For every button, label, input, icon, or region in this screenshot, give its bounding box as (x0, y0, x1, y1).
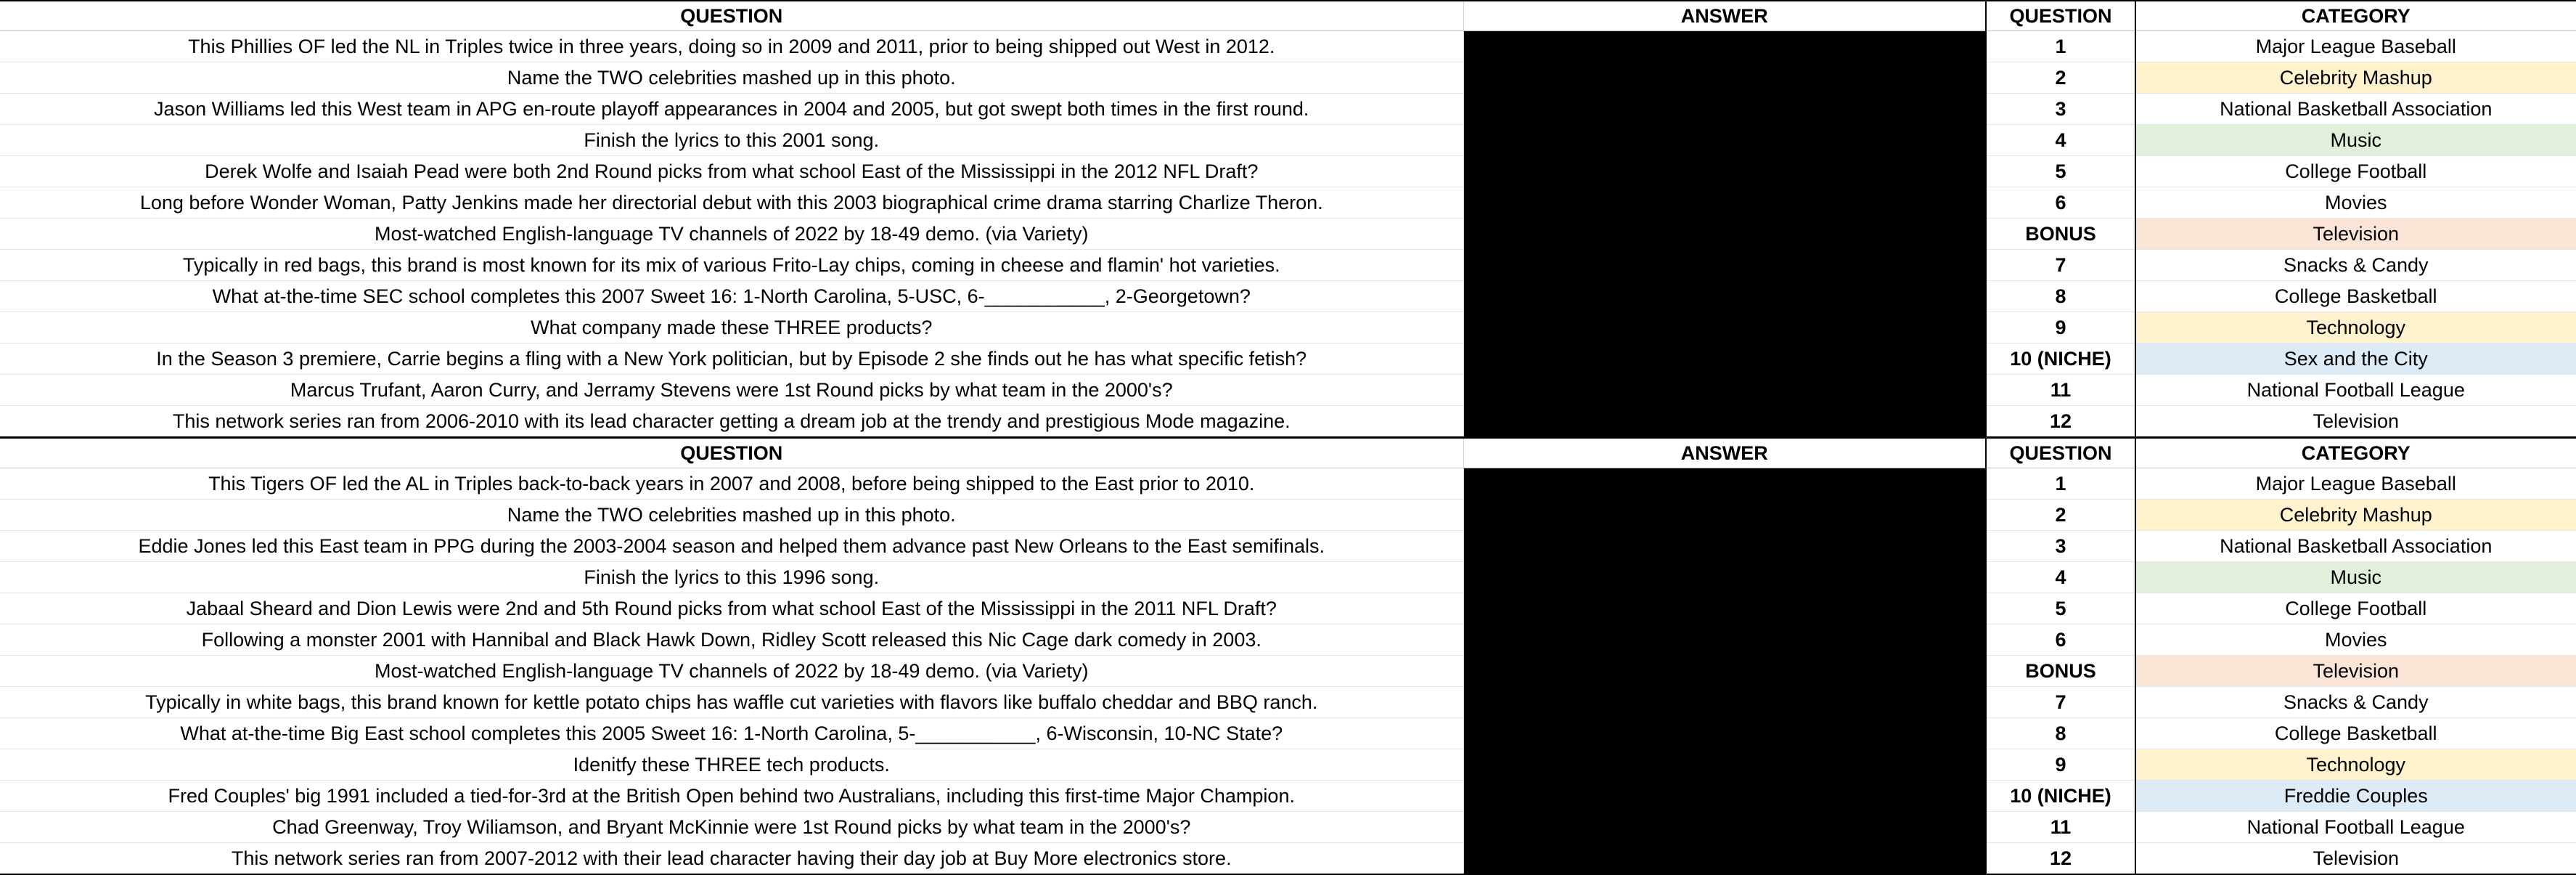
header-answer[interactable]: ANSWER (1463, 438, 1986, 468)
answer-cell-redacted[interactable] (1463, 812, 1986, 843)
answer-cell-redacted[interactable] (1463, 375, 1986, 406)
answer-cell-redacted[interactable] (1463, 687, 1986, 718)
question-cell[interactable]: Most-watched English-language TV channels of 2022 by 18-49 demo. (via Variety) (0, 656, 1463, 687)
question-row (0, 343, 2576, 375)
question-cell[interactable]: Jabaal Sheard and Dion Lewis were 2nd and 5th Round picks from what school East of the Mississippi in the 2011 NFL Draft? (0, 593, 1463, 624)
question-number-cell[interactable]: 7 (1986, 250, 2135, 281)
answer-cell-redacted[interactable] (1463, 312, 1986, 343)
question-row (0, 562, 2576, 593)
question-number-cell[interactable]: 3 (1986, 531, 2135, 562)
category-cell[interactable]: Television (2135, 219, 2576, 250)
header-question[interactable]: QUESTION (0, 1, 1463, 31)
question-row (0, 593, 2576, 624)
category-cell[interactable]: Freddie Couples (2135, 781, 2576, 812)
question-row (0, 312, 2576, 343)
question-row (0, 156, 2576, 187)
question-cell[interactable]: Following a monster 2001 with Hannibal and Black Hawk Down, Ridley Scott released this Nic Cage dark comedy in 2003. (0, 624, 1463, 656)
question-cell[interactable]: In the Season 3 premiere, Carrie begins a fling with a New York politician, but by Episode 2 she finds out he has what specific fetish? (0, 343, 1463, 375)
category-cell[interactable]: Major League Baseball (2135, 468, 2576, 500)
question-number-cell[interactable]: 2 (1986, 62, 2135, 94)
category-cell[interactable]: Television (2135, 406, 2576, 438)
question-number-cell[interactable]: 10 (NICHE) (1986, 343, 2135, 375)
question-row (0, 656, 2576, 687)
answer-cell-redacted[interactable] (1463, 468, 1986, 500)
question-row (0, 749, 2576, 781)
category-cell[interactable]: Celebrity Mashup (2135, 500, 2576, 531)
category-cell[interactable]: Music (2135, 562, 2576, 593)
answer-cell-redacted[interactable] (1463, 531, 1986, 562)
question-number-cell[interactable]: 4 (1986, 125, 2135, 156)
question-row (0, 187, 2576, 219)
question-row (0, 281, 2576, 312)
question-cell[interactable]: What at-the-time SEC school completes this 2007 Sweet 16: 1-North Carolina, 5-USC, 6-___________, 2-Georgetown? (0, 281, 1463, 312)
question-cell[interactable]: Finish the lyrics to this 1996 song. (0, 562, 1463, 593)
question-cell[interactable]: This Tigers OF led the AL in Triples back-to-back years in 2007 and 2008, before being shipped to the East prior to 2010. (0, 468, 1463, 500)
category-cell[interactable]: Television (2135, 656, 2576, 687)
question-cell[interactable]: Long before Wonder Woman, Patty Jenkins made her directorial debut with this 2003 biographical crime drama starring Charlize Theron. (0, 187, 1463, 219)
question-number-cell[interactable]: 6 (1986, 187, 2135, 219)
header-answer[interactable]: ANSWER (1463, 1, 1986, 31)
question-number-cell[interactable]: 5 (1986, 156, 2135, 187)
question-row (0, 31, 2576, 62)
question-cell[interactable]: Marcus Trufant, Aaron Curry, and Jerramy Stevens were 1st Round picks by what team in the 2000's? (0, 375, 1463, 406)
question-row (0, 687, 2576, 718)
answer-cell-redacted[interactable] (1463, 624, 1986, 656)
category-cell[interactable]: Technology (2135, 749, 2576, 781)
section-header-row (0, 438, 2576, 468)
question-number-cell[interactable]: 3 (1986, 94, 2135, 125)
question-number-cell[interactable]: 9 (1986, 312, 2135, 343)
question-number-cell[interactable]: BONUS (1986, 656, 2135, 687)
header-question-number[interactable]: QUESTION (1986, 1, 2135, 31)
answer-cell-redacted[interactable] (1463, 500, 1986, 531)
question-number-cell[interactable]: 8 (1986, 281, 2135, 312)
question-number-cell[interactable]: 9 (1986, 749, 2135, 781)
category-cell[interactable]: Music (2135, 125, 2576, 156)
category-cell[interactable]: College Basketball (2135, 281, 2576, 312)
question-number-cell[interactable]: BONUS (1986, 219, 2135, 250)
answer-cell-redacted[interactable] (1463, 219, 1986, 250)
question-cell[interactable]: Name the TWO celebrities mashed up in this photo. (0, 500, 1463, 531)
category-cell[interactable]: Major League Baseball (2135, 31, 2576, 62)
answer-cell-redacted[interactable] (1463, 749, 1986, 781)
question-cell[interactable]: Fred Couples' big 1991 included a tied-for-3rd at the British Open behind two Australians, including this first-time Major Champion. (0, 781, 1463, 812)
answer-cell-redacted[interactable] (1463, 656, 1986, 687)
header-question-number[interactable]: QUESTION (1986, 438, 2135, 468)
category-cell[interactable]: Television (2135, 843, 2576, 875)
question-number-cell[interactable]: 12 (1986, 843, 2135, 875)
answer-cell-redacted[interactable] (1463, 125, 1986, 156)
answer-cell-redacted[interactable] (1463, 593, 1986, 624)
question-cell[interactable]: Most-watched English-language TV channels of 2022 by 18-49 demo. (via Variety) (0, 219, 1463, 250)
question-cell[interactable]: Finish the lyrics to this 2001 song. (0, 125, 1463, 156)
question-row (0, 219, 2576, 250)
question-cell[interactable]: Typically in red bags, this brand is most known for its mix of various Frito-Lay chips, coming in cheese and flamin' hot varieties. (0, 250, 1463, 281)
answer-cell-redacted[interactable] (1463, 62, 1986, 94)
question-cell[interactable]: Idenitfy these THREE tech products. (0, 749, 1463, 781)
answer-cell-redacted[interactable] (1463, 281, 1986, 312)
question-cell[interactable]: What company made these THREE products? (0, 312, 1463, 343)
answer-cell-redacted[interactable] (1463, 781, 1986, 812)
question-row (0, 531, 2576, 562)
question-number-cell[interactable]: 7 (1986, 687, 2135, 718)
question-number-cell[interactable]: 11 (1986, 812, 2135, 843)
question-row (0, 812, 2576, 843)
question-cell[interactable]: Name the TWO celebrities mashed up in this photo. (0, 62, 1463, 94)
question-row (0, 843, 2576, 875)
question-row (0, 62, 2576, 94)
question-cell[interactable]: This Phillies OF led the NL in Triples twice in three years, doing so in 2009 and 2011, prior to being shipped out West in 2012. (0, 31, 1463, 62)
question-row (0, 406, 2576, 438)
question-cell[interactable]: This network series ran from 2007-2012 with their lead character having their day job at Buy More electronics store. (0, 843, 1463, 875)
answer-cell-redacted[interactable] (1463, 31, 1986, 62)
question-number-cell[interactable]: 12 (1986, 406, 2135, 438)
category-cell[interactable]: College Football (2135, 156, 2576, 187)
question-number-cell[interactable]: 2 (1986, 500, 2135, 531)
question-number-cell[interactable]: 8 (1986, 718, 2135, 749)
question-number-cell[interactable]: 4 (1986, 562, 2135, 593)
category-cell[interactable]: College Football (2135, 593, 2576, 624)
category-cell[interactable]: College Basketball (2135, 718, 2576, 749)
category-cell[interactable]: Celebrity Mashup (2135, 62, 2576, 94)
question-row (0, 125, 2576, 156)
category-cell[interactable]: Technology (2135, 312, 2576, 343)
category-cell[interactable]: National Basketball Association (2135, 531, 2576, 562)
header-category[interactable]: CATEGORY (2135, 438, 2576, 468)
question-number-cell[interactable]: 1 (1986, 31, 2135, 62)
question-row (0, 500, 2576, 531)
category-cell[interactable]: Snacks & Candy (2135, 250, 2576, 281)
question-cell[interactable]: Eddie Jones led this East team in PPG during the 2003-2004 season and helped them advance past New Orleans to the East semifinals. (0, 531, 1463, 562)
question-cell[interactable]: What at-the-time Big East school completes this 2005 Sweet 16: 1-North Carolina, 5-___________, 6-Wisconsin, 10-NC State? (0, 718, 1463, 749)
question-cell[interactable]: Typically in white bags, this brand known for kettle potato chips has waffle cut varieties with flavors like buffalo cheddar and BBQ ranch. (0, 687, 1463, 718)
answer-cell-redacted[interactable] (1463, 562, 1986, 593)
answer-cell-redacted[interactable] (1463, 156, 1986, 187)
trivia-table-body (0, 1, 2576, 874)
category-cell[interactable]: Movies (2135, 624, 2576, 656)
question-number-cell[interactable]: 1 (1986, 468, 2135, 500)
category-cell[interactable]: Movies (2135, 187, 2576, 219)
question-number-cell[interactable]: 11 (1986, 375, 2135, 406)
answer-cell-redacted[interactable] (1463, 718, 1986, 749)
question-row (0, 718, 2576, 749)
section-header-row (0, 1, 2576, 31)
category-cell[interactable]: National Basketball Association (2135, 94, 2576, 125)
question-row (0, 468, 2576, 500)
question-row (0, 624, 2576, 656)
question-row (0, 250, 2576, 281)
question-number-cell[interactable]: 6 (1986, 624, 2135, 656)
trivia-table (0, 1, 2576, 875)
answer-cell-redacted[interactable] (1463, 406, 1986, 438)
question-number-cell[interactable]: 5 (1986, 593, 2135, 624)
question-cell[interactable]: Jason Williams led this West team in APG en-route playoff appearances in 2004 and 2005, but got swept both times in the first round. (0, 94, 1463, 125)
answer-cell-redacted[interactable] (1463, 250, 1986, 281)
question-cell[interactable]: Derek Wolfe and Isaiah Pead were both 2nd Round picks from what school East of the Mississippi in the 2012 NFL Draft? (0, 156, 1463, 187)
question-row (0, 94, 2576, 125)
question-cell[interactable]: This network series ran from 2006-2010 with its lead character getting a dream job at the trendy and prestigious Mode magazine. (0, 406, 1463, 438)
answer-cell-redacted[interactable] (1463, 843, 1986, 875)
question-row (0, 375, 2576, 406)
answer-cell-redacted[interactable] (1463, 187, 1986, 219)
category-cell[interactable]: Sex and the City (2135, 343, 2576, 375)
category-cell[interactable]: Snacks & Candy (2135, 687, 2576, 718)
question-cell[interactable]: Chad Greenway, Troy Wiliamson, and Bryant McKinnie were 1st Round picks by what team in the 2000's? (0, 812, 1463, 843)
category-cell[interactable]: National Football League (2135, 812, 2576, 843)
category-cell[interactable]: National Football League (2135, 375, 2576, 406)
question-number-cell[interactable]: 10 (NICHE) (1986, 781, 2135, 812)
answer-cell-redacted[interactable] (1463, 94, 1986, 125)
answer-cell-redacted[interactable] (1463, 343, 1986, 375)
question-row (0, 781, 2576, 812)
header-category[interactable]: CATEGORY (2135, 1, 2576, 31)
header-question[interactable]: QUESTION (0, 438, 1463, 468)
